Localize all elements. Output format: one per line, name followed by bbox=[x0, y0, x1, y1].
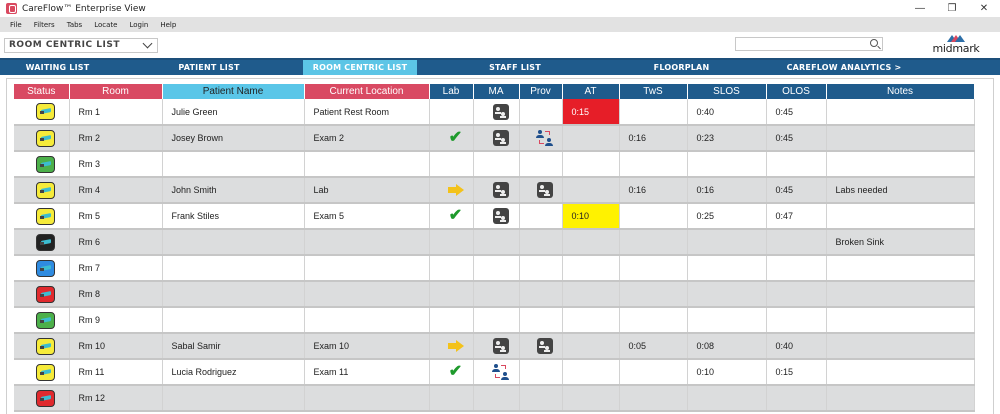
current-location-cell bbox=[304, 255, 429, 281]
col-olos[interactable]: OLOS bbox=[766, 84, 826, 99]
slos-cell: 0:10 bbox=[687, 359, 766, 385]
tab-floorplan[interactable]: FLOORPLAN bbox=[653, 63, 710, 72]
room-cell: Rm 8 bbox=[69, 281, 162, 307]
current-location-cell bbox=[304, 151, 429, 177]
lab-complete-check-icon: ✔ bbox=[448, 363, 463, 380]
lab-cell bbox=[429, 359, 473, 385]
room-list-panel bbox=[6, 78, 994, 414]
col-lab[interactable]: Lab bbox=[429, 84, 473, 99]
lab-complete-check-icon: ✔ bbox=[448, 129, 463, 146]
status-cell[interactable] bbox=[14, 281, 69, 307]
olos-cell bbox=[766, 229, 826, 255]
at-cell bbox=[562, 177, 619, 203]
col-current-location[interactable]: Current Location bbox=[304, 84, 429, 99]
lab-cell bbox=[429, 99, 473, 125]
table-row[interactable] bbox=[14, 151, 974, 177]
status-cell[interactable] bbox=[14, 99, 69, 125]
menu-help[interactable]: Help bbox=[160, 20, 177, 29]
table-row[interactable] bbox=[14, 385, 974, 411]
table-row[interactable] bbox=[14, 333, 974, 359]
room-table bbox=[14, 84, 975, 412]
prov-cell bbox=[519, 385, 562, 411]
table-row[interactable] bbox=[14, 177, 974, 203]
ma-cell bbox=[473, 99, 519, 125]
ma-staff-icon[interactable] bbox=[493, 130, 509, 146]
slos-cell: 0:40 bbox=[687, 99, 766, 125]
current-location-cell: Lab bbox=[304, 177, 429, 203]
olos-cell bbox=[766, 385, 826, 411]
table-row[interactable] bbox=[14, 359, 974, 385]
prov-staff-icon[interactable] bbox=[537, 182, 553, 198]
menu-bar bbox=[0, 17, 1000, 32]
tws-cell bbox=[619, 359, 687, 385]
room-status-yellow-icon[interactable] bbox=[36, 130, 55, 147]
logo-mark-icon bbox=[947, 35, 965, 43]
menu-login[interactable]: Login bbox=[129, 20, 149, 29]
patient-name-cell bbox=[162, 281, 304, 307]
lab-pending-arrow-icon bbox=[448, 340, 464, 352]
room-status-blue-icon[interactable] bbox=[36, 260, 55, 277]
tws-cell: 0:05 bbox=[619, 333, 687, 359]
prov-cell bbox=[519, 229, 562, 255]
tws-cell bbox=[619, 255, 687, 281]
menu-filters[interactable]: Filters bbox=[33, 20, 55, 29]
patient-name-cell bbox=[162, 385, 304, 411]
notes-cell[interactable]: Labs needed bbox=[826, 177, 974, 203]
olos-cell bbox=[766, 307, 826, 333]
col-patient-name[interactable]: Patient Name bbox=[162, 84, 304, 99]
ma-cell bbox=[473, 125, 519, 151]
ma-transfer-icon[interactable] bbox=[492, 363, 510, 381]
col-at[interactable]: AT bbox=[562, 84, 619, 99]
patient-name-cell bbox=[162, 307, 304, 333]
status-cell[interactable] bbox=[14, 255, 69, 281]
prov-cell bbox=[519, 333, 562, 359]
room-status-green-icon[interactable] bbox=[36, 156, 55, 173]
room-cell: Rm 9 bbox=[69, 307, 162, 333]
prov-cell bbox=[519, 125, 562, 151]
menu-tabs[interactable]: Tabs bbox=[66, 20, 83, 29]
lab-cell bbox=[429, 125, 473, 151]
slos-cell bbox=[687, 281, 766, 307]
restore-button[interactable]: ❐ bbox=[947, 3, 957, 14]
room-status-green-icon[interactable] bbox=[36, 312, 55, 329]
notes-cell[interactable] bbox=[826, 359, 974, 385]
at-cell: 0:15 bbox=[562, 99, 619, 125]
tws-cell bbox=[619, 229, 687, 255]
slos-cell bbox=[687, 151, 766, 177]
lab-cell bbox=[429, 307, 473, 333]
prov-transfer-icon[interactable] bbox=[536, 129, 554, 147]
lab-cell bbox=[429, 281, 473, 307]
table-header bbox=[14, 84, 974, 99]
ma-cell bbox=[473, 333, 519, 359]
current-location-cell: Exam 10 bbox=[304, 333, 429, 359]
tws-cell bbox=[619, 151, 687, 177]
notes-cell[interactable] bbox=[826, 151, 974, 177]
status-cell[interactable] bbox=[14, 125, 69, 151]
notes-cell[interactable] bbox=[826, 99, 974, 125]
slos-cell bbox=[687, 255, 766, 281]
room-cell: Rm 5 bbox=[69, 203, 162, 229]
view-select[interactable] bbox=[4, 38, 158, 53]
table-row[interactable] bbox=[14, 307, 974, 333]
notes-cell[interactable] bbox=[826, 255, 974, 281]
prov-staff-icon[interactable] bbox=[537, 338, 553, 354]
room-cell: Rm 6 bbox=[69, 229, 162, 255]
tws-cell bbox=[619, 281, 687, 307]
prov-cell bbox=[519, 99, 562, 125]
prov-cell bbox=[519, 151, 562, 177]
close-button[interactable]: ✕ bbox=[979, 3, 989, 14]
at-cell bbox=[562, 255, 619, 281]
room-cell: Rm 12 bbox=[69, 385, 162, 411]
chevron-down-icon bbox=[143, 38, 153, 48]
room-status-yellow-icon[interactable] bbox=[36, 338, 55, 355]
at-cell bbox=[562, 151, 619, 177]
ma-staff-icon[interactable] bbox=[493, 182, 509, 198]
minimize-button[interactable]: — bbox=[915, 3, 925, 14]
olos-cell: 0:45 bbox=[766, 177, 826, 203]
notes-cell[interactable] bbox=[826, 125, 974, 151]
patient-name-cell: Sabal Samir bbox=[162, 333, 304, 359]
slos-cell bbox=[687, 385, 766, 411]
view-select-value: ROOM CENTRIC LIST bbox=[9, 40, 120, 50]
room-cell: Rm 4 bbox=[69, 177, 162, 203]
tab-staff-list[interactable]: STAFF LIST bbox=[489, 63, 541, 72]
midmark-logo bbox=[926, 35, 986, 57]
slos-cell bbox=[687, 307, 766, 333]
tws-cell bbox=[619, 203, 687, 229]
at-cell bbox=[562, 229, 619, 255]
title-bar bbox=[0, 0, 1000, 17]
table-body bbox=[14, 99, 974, 411]
prov-cell bbox=[519, 255, 562, 281]
current-location-cell: Exam 11 bbox=[304, 359, 429, 385]
search-input[interactable] bbox=[735, 37, 883, 51]
room-status-yellow-icon[interactable] bbox=[36, 208, 55, 225]
col-ma[interactable]: MA bbox=[473, 84, 519, 99]
status-cell[interactable] bbox=[14, 307, 69, 333]
ma-cell bbox=[473, 229, 519, 255]
slos-cell: 0:08 bbox=[687, 333, 766, 359]
patient-name-cell: Julie Green bbox=[162, 99, 304, 125]
prov-cell bbox=[519, 177, 562, 203]
ma-cell bbox=[473, 177, 519, 203]
prov-cell bbox=[519, 359, 562, 385]
at-cell bbox=[562, 125, 619, 151]
ma-cell bbox=[473, 151, 519, 177]
prov-cell bbox=[519, 203, 562, 229]
table-row[interactable] bbox=[14, 229, 974, 255]
table-row[interactable] bbox=[14, 281, 974, 307]
current-location-cell bbox=[304, 281, 429, 307]
slos-cell: 0:16 bbox=[687, 177, 766, 203]
tab-room-centric-list[interactable]: ROOM CENTRIC LIST bbox=[303, 60, 417, 75]
olos-cell bbox=[766, 281, 826, 307]
menu-file[interactable]: File bbox=[10, 20, 22, 29]
col-notes[interactable]: Notes bbox=[826, 84, 974, 99]
room-cell: Rm 7 bbox=[69, 255, 162, 281]
olos-cell bbox=[766, 255, 826, 281]
at-cell bbox=[562, 385, 619, 411]
ma-staff-icon[interactable] bbox=[493, 208, 509, 224]
search-icon[interactable] bbox=[870, 39, 878, 47]
patient-name-cell bbox=[162, 229, 304, 255]
col-tws[interactable]: TwS bbox=[619, 84, 687, 99]
olos-cell bbox=[766, 151, 826, 177]
room-status-yellow-icon[interactable] bbox=[36, 364, 55, 381]
ma-cell bbox=[473, 385, 519, 411]
room-cell: Rm 11 bbox=[69, 359, 162, 385]
room-status-yellow-icon[interactable] bbox=[36, 182, 55, 199]
ma-cell bbox=[473, 203, 519, 229]
ma-cell bbox=[473, 281, 519, 307]
olos-cell: 0:45 bbox=[766, 125, 826, 151]
notes-cell[interactable] bbox=[826, 333, 974, 359]
status-cell[interactable] bbox=[14, 359, 69, 385]
col-status[interactable]: Status bbox=[14, 84, 69, 99]
room-cell: Rm 3 bbox=[69, 151, 162, 177]
app-icon bbox=[6, 3, 17, 14]
ma-cell bbox=[473, 359, 519, 385]
patient-name-cell: Lucia Rodriguez bbox=[162, 359, 304, 385]
current-location-cell: Exam 2 bbox=[304, 125, 429, 151]
status-cell[interactable] bbox=[14, 333, 69, 359]
menu-locate[interactable]: Locate bbox=[94, 20, 118, 29]
logo-text: midmark bbox=[932, 42, 980, 55]
room-cell: Rm 2 bbox=[69, 125, 162, 151]
current-location-cell bbox=[304, 385, 429, 411]
tws-cell bbox=[619, 307, 687, 333]
table-row[interactable] bbox=[14, 203, 974, 229]
current-location-cell: Patient Rest Room bbox=[304, 99, 429, 125]
table-row[interactable] bbox=[14, 255, 974, 281]
window-controls bbox=[904, 0, 1000, 17]
at-cell bbox=[562, 359, 619, 385]
status-cell[interactable] bbox=[14, 151, 69, 177]
status-cell[interactable] bbox=[14, 177, 69, 203]
status-cell[interactable] bbox=[14, 229, 69, 255]
tws-cell: 0:16 bbox=[619, 177, 687, 203]
patient-name-cell bbox=[162, 255, 304, 281]
patient-name-cell: Josey Brown bbox=[162, 125, 304, 151]
lab-complete-check-icon: ✔ bbox=[448, 207, 463, 224]
toolbar bbox=[0, 32, 1000, 58]
nav-tabs bbox=[0, 58, 1000, 75]
tws-cell bbox=[619, 385, 687, 411]
tab-careflow-analytics[interactable]: CAREFLOW ANALYTICS > bbox=[786, 63, 902, 72]
room-cell: Rm 10 bbox=[69, 333, 162, 359]
at-cell bbox=[562, 281, 619, 307]
olos-cell: 0:40 bbox=[766, 333, 826, 359]
lab-cell bbox=[429, 333, 473, 359]
current-location-cell bbox=[304, 307, 429, 333]
tab-patient-list[interactable]: PATIENT LIST bbox=[178, 63, 240, 72]
at-cell bbox=[562, 333, 619, 359]
status-cell[interactable] bbox=[14, 385, 69, 411]
notes-cell[interactable] bbox=[826, 203, 974, 229]
tws-cell bbox=[619, 99, 687, 125]
lab-cell bbox=[429, 229, 473, 255]
lab-pending-arrow-icon bbox=[448, 184, 464, 196]
olos-cell: 0:15 bbox=[766, 359, 826, 385]
col-slos[interactable]: SLOS bbox=[687, 84, 766, 99]
patient-name-cell bbox=[162, 151, 304, 177]
room-status-yellow-icon[interactable] bbox=[36, 103, 55, 120]
col-prov[interactable]: Prov bbox=[519, 84, 562, 99]
ma-staff-icon[interactable] bbox=[493, 338, 509, 354]
table-row[interactable] bbox=[14, 125, 974, 151]
slos-cell: 0:25 bbox=[687, 203, 766, 229]
lab-cell bbox=[429, 177, 473, 203]
room-cell: Rm 1 bbox=[69, 99, 162, 125]
olos-cell: 0:47 bbox=[766, 203, 826, 229]
patient-name-cell: Frank Stiles bbox=[162, 203, 304, 229]
prov-cell bbox=[519, 281, 562, 307]
notes-cell[interactable] bbox=[826, 385, 974, 411]
slos-cell bbox=[687, 229, 766, 255]
lab-cell bbox=[429, 385, 473, 411]
notes-cell[interactable] bbox=[826, 281, 974, 307]
slos-cell: 0:23 bbox=[687, 125, 766, 151]
lab-cell bbox=[429, 151, 473, 177]
table-row[interactable] bbox=[14, 99, 974, 125]
ma-cell bbox=[473, 307, 519, 333]
prov-cell bbox=[519, 307, 562, 333]
olos-cell: 0:45 bbox=[766, 99, 826, 125]
notes-cell[interactable] bbox=[826, 307, 974, 333]
room-status-black-icon[interactable] bbox=[36, 234, 55, 251]
patient-name-cell: John Smith bbox=[162, 177, 304, 203]
at-cell: 0:10 bbox=[562, 203, 619, 229]
ma-staff-icon[interactable] bbox=[493, 104, 509, 120]
room-status-red-icon[interactable] bbox=[36, 390, 55, 407]
col-room[interactable]: Room bbox=[69, 84, 162, 99]
ma-cell bbox=[473, 255, 519, 281]
current-location-cell bbox=[304, 229, 429, 255]
lab-cell bbox=[429, 255, 473, 281]
tws-cell: 0:16 bbox=[619, 125, 687, 151]
window-title: CareFlow™ Enterprise View bbox=[22, 3, 146, 14]
status-cell[interactable] bbox=[14, 203, 69, 229]
current-location-cell: Exam 5 bbox=[304, 203, 429, 229]
at-cell bbox=[562, 307, 619, 333]
lab-cell bbox=[429, 203, 473, 229]
tab-waiting-list[interactable]: WAITING LIST bbox=[25, 63, 90, 72]
notes-cell[interactable]: Broken Sink bbox=[826, 229, 974, 255]
room-status-red-icon[interactable] bbox=[36, 286, 55, 303]
